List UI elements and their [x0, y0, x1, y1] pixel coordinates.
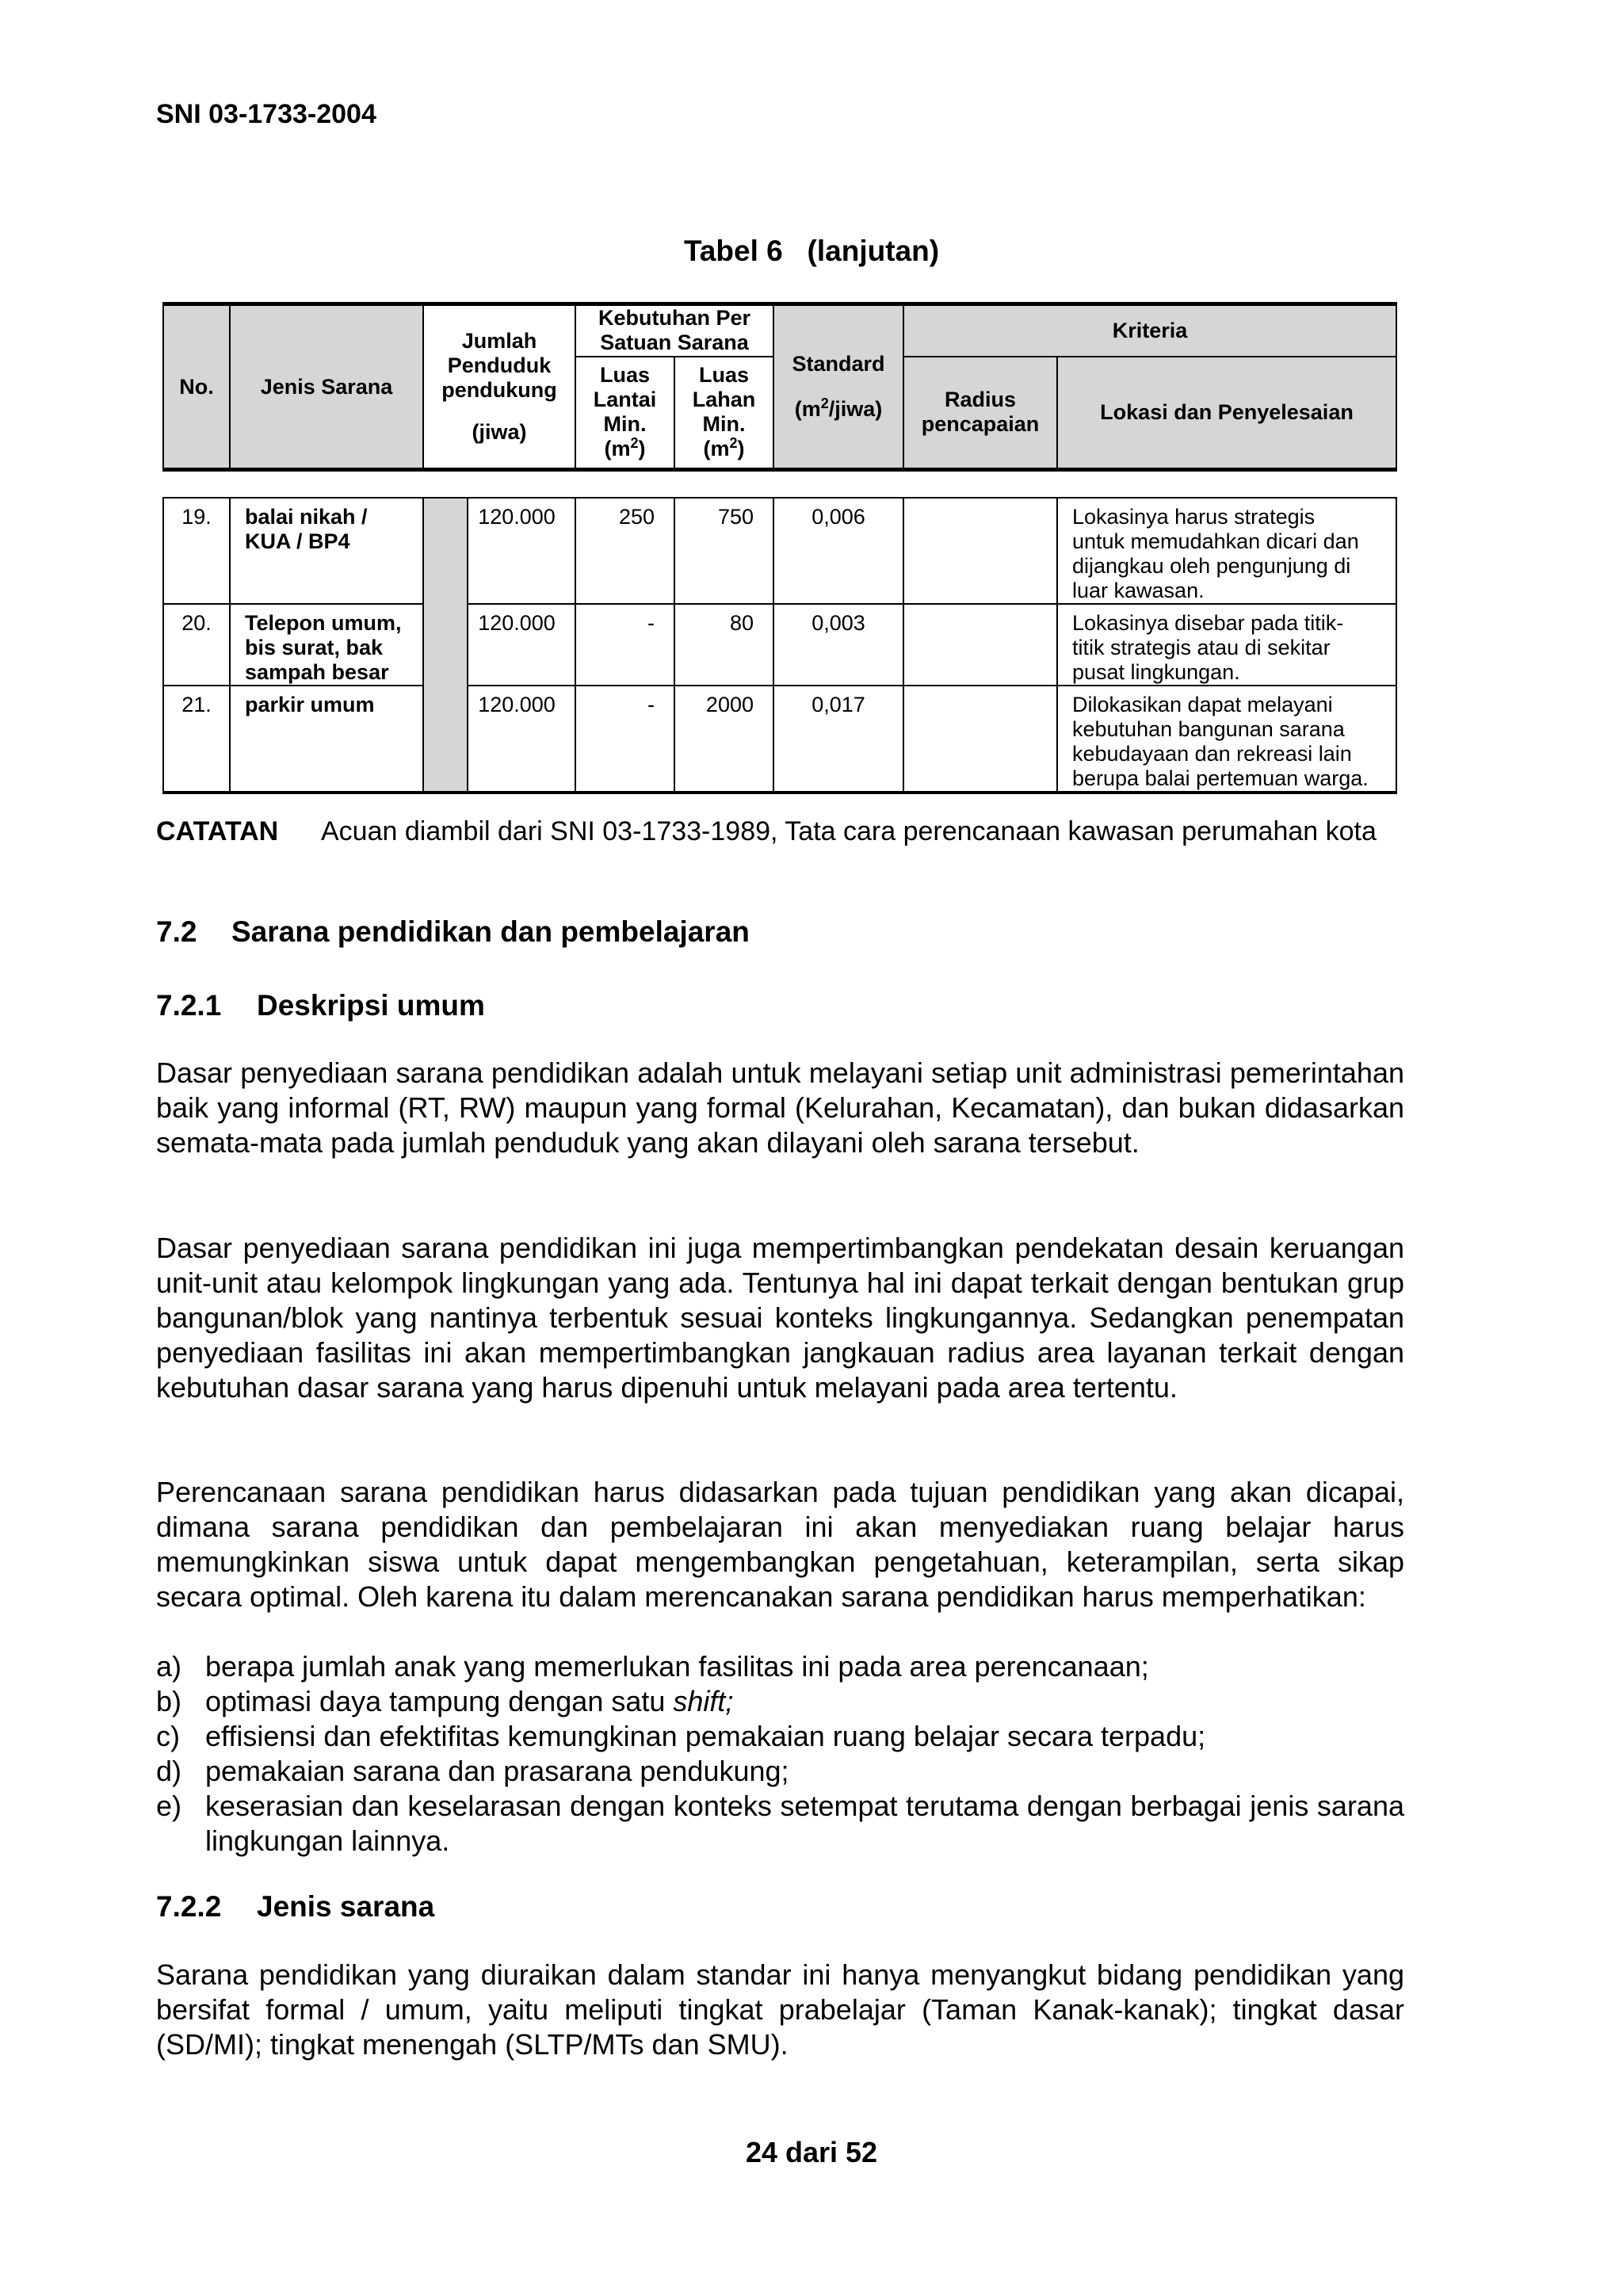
- col-header-no: No.: [163, 304, 230, 470]
- col-header-kriteria: Kriteria: [903, 304, 1396, 357]
- jenis-line: bis surat, bak: [245, 636, 384, 659]
- note-text: Acuan diambil dari SNI 03-1733-1989, Tata cara perencanaan kawasan perumahan kota: [321, 816, 1377, 846]
- col-header-kebutuhan: [575, 304, 773, 357]
- kebutuhan-line-2: Satuan Sarana: [600, 330, 749, 355]
- row-lantai: -: [575, 686, 674, 793]
- row-standard: 0,017: [773, 686, 903, 793]
- row-jenis: [230, 498, 423, 604]
- row-penduduk: 120.000: [468, 604, 575, 686]
- lokasi-line: berupa balai pertemuan warga.: [1072, 766, 1369, 790]
- lokasi-line: kebutuhan bangunan sarana: [1072, 717, 1345, 741]
- row-penduduk: 120.000: [468, 498, 575, 604]
- col-header-luas-lantai: [575, 357, 674, 470]
- row-lokasi: [1057, 604, 1396, 686]
- col-header-lokasi: Lokasi dan Penyelesaian: [1057, 357, 1396, 470]
- table-title-label: Tabel 6: [683, 235, 783, 267]
- lokasi-line: Dilokasikan dapat melayani: [1072, 693, 1333, 716]
- row-standard: 0,003: [773, 604, 903, 686]
- list-item: [156, 1649, 1404, 1684]
- section-title: Deskripsi umum: [257, 989, 485, 1022]
- lantai-line-1: Luas: [599, 363, 651, 388]
- radius-line-1: Radius: [944, 388, 1017, 412]
- section-number: 7.2: [156, 915, 197, 948]
- row-lokasi: [1057, 498, 1396, 604]
- jenis-line: balai nikah /: [245, 505, 368, 529]
- page-number: 24 dari 52: [745, 2136, 878, 2168]
- row-radius: [903, 498, 1057, 604]
- row-lokasi: [1057, 686, 1396, 793]
- lokasi-line: untuk memudahkan dicari dan: [1072, 529, 1359, 553]
- jumlah-line-1: Jumlah: [461, 329, 537, 353]
- section-heading-7-2-1: [156, 989, 485, 1022]
- row-no: 20.: [163, 604, 230, 686]
- lokasi-line: kebudayaan dan rekreasi lain: [1072, 742, 1352, 766]
- row-radius: [903, 604, 1057, 686]
- lantai-line-4: $(m^2)$: [604, 435, 646, 461]
- paragraph-2: Dasar penyediaan sarana pendidikan ini juga mempertimbangkan pendekatan desain keruangan unit-unit atau kelompok lingkungan yang ada. Tentunya hal ini dapat terkait dengan bentukan grup bangunan/blok yang nantinya terbentuk sesuai konteks lingkungannya. Sedangkan penempatan penyediaan fasilitas ini akan mempertimbangkan jangkauan radius area layanan terkait dengan kebutuhan dasar sarana yang harus dipenuhi untuk melayani pada area tertentu.: [156, 1232, 1404, 1404]
- lokasi-line: luar kawasan.: [1072, 579, 1205, 602]
- paragraph-1: Dasar penyediaan sarana pendidikan adalah untuk melayani setiap unit administrasi pemerintahan baik yang informal (RT, RW) maupun yang formal (Kelurahan, Kecamatan), dan bukan didasarkan semata-mata pada jumlah penduduk yang akan dilayani oleh sarana tersebut.: [156, 1056, 1404, 1159]
- jumlah-line-2: Penduduk: [447, 353, 552, 377]
- list-item: [156, 1789, 1404, 1859]
- note-label: CATATAN: [156, 816, 279, 846]
- col-header-standard: [773, 304, 903, 470]
- list-item: [156, 1684, 1404, 1719]
- row-standard: 0,006: [773, 498, 903, 604]
- list-item: [156, 1719, 1404, 1754]
- lahan-line-3: Min.: [702, 412, 746, 437]
- lahan-line-2: Lahan: [692, 388, 756, 412]
- list-text-italic: shift;: [673, 1685, 734, 1717]
- col-header-jenis: Jenis Sarana: [230, 304, 423, 470]
- table-header: [162, 302, 1397, 472]
- list-marker: a): [156, 1650, 182, 1683]
- lokasi-line: titik strategis atau di sekitar: [1072, 636, 1331, 659]
- paragraph-4: Sarana pendidikan yang diuraikan dalam standar ini hanya menyangkut bidang pendidikan yang bersifat formal / umum, yaitu meliputi tingkat prabelajar (Taman Kanak-kanak); tingkat dasar (SD/MI); tingkat menengah (SLTP/MTs dan SMU).: [156, 1958, 1404, 2061]
- row-lahan: 80: [674, 604, 773, 686]
- row-penduduk: 120.000: [468, 686, 575, 793]
- section-title: Jenis sarana: [257, 1890, 435, 1923]
- table-row: [163, 604, 1396, 686]
- radius-line-2: pencapaian: [921, 412, 1040, 437]
- col-header-jumlah: [423, 304, 575, 470]
- jenis-line: Telepon umum,: [245, 611, 402, 635]
- list-text: optimasi daya tampung dengan satu: [205, 1685, 674, 1717]
- paragraph-3: Perencanaan sarana pendidikan harus didasarkan pada tujuan pendidikan yang akan dicapai, dimana sarana pendidikan dan pembelajaran ini akan menyediakan ruang belajar harus memungkinkan siswa untuk dapat mengembangkan pengetahuan, keterampilan, serta sikap secara optimal. Oleh karena itu dalam merencanakan sarana pendidikan harus memperhatikan:: [156, 1476, 1404, 1613]
- lokasi-line: Lokasinya disebar pada titik-: [1072, 611, 1344, 635]
- jenis-line: parkir umum: [245, 693, 375, 716]
- list-marker: c): [156, 1720, 180, 1752]
- section-heading-7-2-2: [156, 1890, 434, 1924]
- row-no: 21.: [163, 686, 230, 793]
- list-text: keserasian dan keselarasan dengan konteks setempat terutama dengan berbagai jenis sarana lingkungan lainnya.: [205, 1790, 1404, 1857]
- section-number: 7.2.1: [156, 989, 222, 1022]
- list-marker: b): [156, 1685, 182, 1717]
- table-row: [163, 686, 1396, 793]
- section-heading-7-2: [156, 915, 750, 949]
- row-lantai: -: [575, 604, 674, 686]
- table-title: [0, 235, 1623, 268]
- kebutuhan-line-1: Kebutuhan Per: [598, 306, 751, 330]
- row-jenis: [230, 686, 423, 793]
- section-title: Sarana pendidikan dan pembelajaran: [231, 915, 750, 948]
- list-item: [156, 1754, 1404, 1789]
- lokasi-line: pusat lingkungan.: [1072, 660, 1240, 684]
- col-header-luas-lahan: [674, 357, 773, 470]
- row-radius: [903, 686, 1057, 793]
- row-no: 19.: [163, 498, 230, 604]
- row-jenis: [230, 604, 423, 686]
- standard-line-1: Standard: [792, 352, 885, 376]
- list-text: effisiensi dan efektifitas kemungkinan pemakaian ruang belajar secara terpadu;: [205, 1720, 1206, 1752]
- jumlah-line-4: (jiwa): [472, 420, 527, 444]
- row-lahan: 2000: [674, 686, 773, 793]
- document-header: SNI 03-1733-2004: [156, 99, 376, 129]
- list-marker: d): [156, 1755, 182, 1787]
- row-lantai: 250: [575, 498, 674, 604]
- col-header-radius: [903, 357, 1057, 470]
- section-number: 7.2.2: [156, 1890, 222, 1923]
- jumlah-line-3: pendukung: [441, 378, 557, 402]
- list-text: berapa jumlah anak yang memerlukan fasilitas ini pada area perencanaan;: [205, 1650, 1149, 1683]
- lantai-line-2: Lantai: [593, 388, 657, 412]
- row-grey-cell: [423, 498, 468, 793]
- lahan-line-4: $(m^2)$: [703, 435, 745, 461]
- criteria-list: [156, 1649, 1404, 1859]
- lahan-line-1: Luas: [698, 363, 750, 388]
- table-note: [156, 816, 1377, 847]
- table-row: [163, 498, 1396, 604]
- table-body: [162, 497, 1397, 794]
- table-title-suffix: (lanjutan): [807, 235, 940, 267]
- jenis-line: KUA / BP4: [245, 529, 350, 553]
- row-lahan: 750: [674, 498, 773, 604]
- lokasi-line: Lokasinya harus strategis: [1072, 505, 1316, 529]
- jenis-line: sampah besar: [245, 660, 389, 684]
- standard-line-2: $(m^2/jiwa)$: [794, 395, 883, 421]
- lantai-line-3: Min.: [603, 412, 647, 437]
- list-marker: e): [156, 1790, 182, 1822]
- list-text: pemakaian sarana dan prasarana pendukung;: [205, 1755, 789, 1787]
- lokasi-line: dijangkau oleh pengunjung di: [1072, 554, 1351, 578]
